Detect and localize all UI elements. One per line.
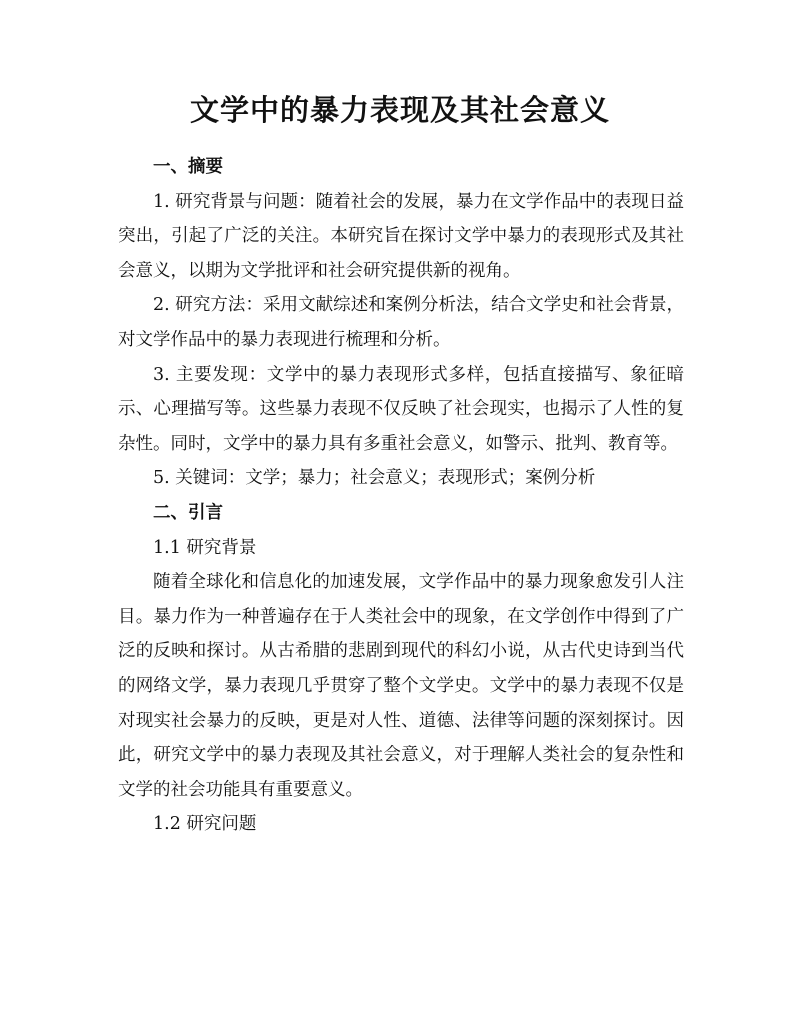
abstract-paragraph-3: 3. 主要发现：文学中的暴力表现形式多样，包括直接描写、象征暗示、心理描写等。这些暴力表现不仅反映了社会现实，也揭示了人性的复杂性。同时，文学中的暴力具有多重社会意义，如警示、批判、教育等。 <box>118 364 684 454</box>
abstract-paragraph-1: 1. 研究背景与问题：随着社会的发展，暴力在文学作品中的表现日益突出，引起了广泛的关注。本研究旨在探讨文学中暴力的表现形式及其社会意义，以期为文学批评和社会研究提供新的视角。 <box>118 191 684 281</box>
document-title: 文学中的暴力表现及其社会意义 <box>189 93 610 127</box>
section-heading-introduction: 二、引言 <box>153 502 223 523</box>
document-body <box>118 150 684 842</box>
abstract-paragraph-2: 2. 研究方法：采用文献综述和案例分析法，结合文学史和社会背景，对文学作品中的暴力表现进行梳理和分析。 <box>118 295 684 350</box>
introduction-paragraph-1: 随着全球化和信息化的加速发展，文学作品中的暴力现象愈发引人注目。暴力作为一种普遍存在于人类社会中的现象，在文学创作中得到了广泛的反映和探讨。从古希腊的悲剧到现代的科幻小说，从古代史诗到当代的网络文学，暴力表现几乎贯穿了整个文学史。文学中的暴力表现不仅是对现实社会暴力的反映，更是对人性、道德、法律等问题的深刻探讨。因此，研究文学中的暴力表现及其社会意义，对于理解人类社会的复杂性和文学的社会功能具有重要意义。 <box>118 572 684 800</box>
abstract-keywords: 5. 关键词：文学；暴力；社会意义；表现形式；案例分析 <box>153 468 596 489</box>
subsection-heading-research-question: 1.2 研究问题 <box>153 814 257 835</box>
subsection-heading-research-background: 1.1 研究背景 <box>153 537 257 558</box>
section-heading-abstract: 一、摘要 <box>153 157 223 177</box>
